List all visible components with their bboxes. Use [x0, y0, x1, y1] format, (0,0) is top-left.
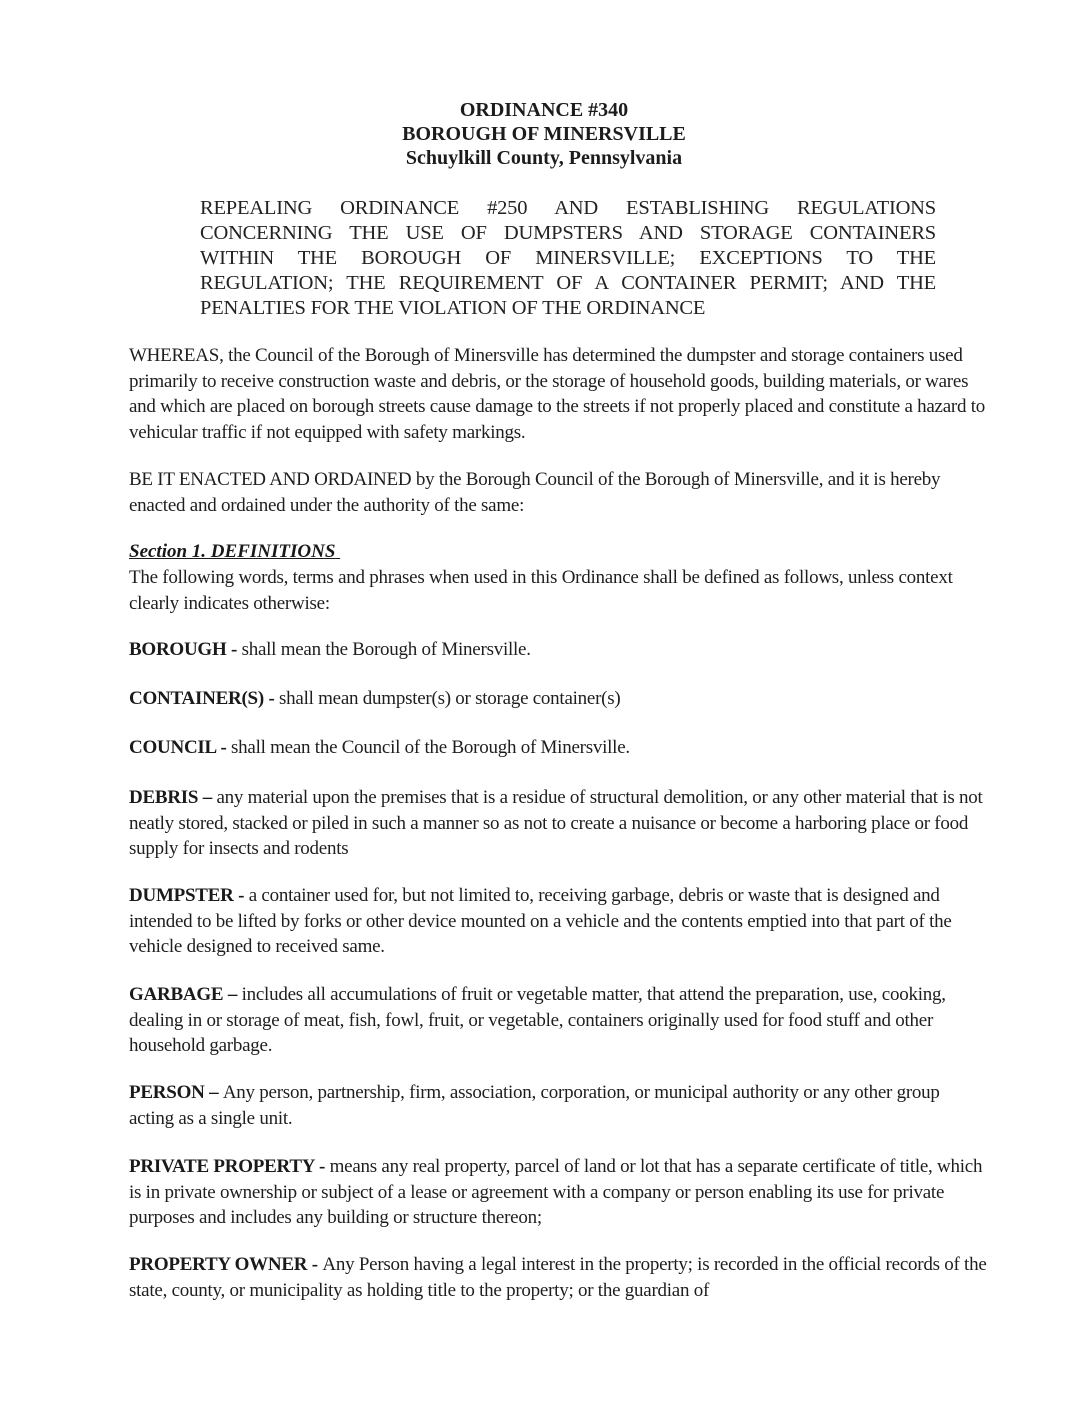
- definition-separator: -: [233, 885, 249, 906]
- definition-debris: [129, 785, 989, 862]
- enacted-paragraph: BE IT ENACTED AND ORDAINED by the Borough Council of the Borough of Minersville, and it is hereby enacted and ordained under the authority of the same:: [129, 469, 941, 516]
- whereas-paragraph: WHEREAS, the Council of the Borough of Minersville has determined the dumpster and storage containers used primarily to receive construction waste and debris, or the storage of household goods, building materials, or wares and which are placed on borough streets cause damage to the streets if not properly placed and constitute a hazard to vehicular traffic if not equipped with safety markings.: [129, 345, 986, 443]
- definition-separator: -: [307, 1254, 323, 1275]
- definition-term: COUNCIL: [129, 737, 216, 758]
- definition-text: Any Person having a legal interest in the property; is recorded in the official records of the state, county, or municipality as holding title to the property; or the guardian of: [129, 1254, 987, 1301]
- definition-text: shall mean the Borough of Minersville.: [241, 639, 531, 660]
- definition-text: a container used for, but not limited to, receiving garbage, debris or waste that is designed and intended to be lifted by forks or other device mounted on a vehicle and the contents emptied into that part of the vehicle designed to received same.: [129, 885, 952, 957]
- definition-term: DUMPSTER: [129, 885, 234, 906]
- definition-separator: –: [204, 1082, 223, 1103]
- definition-council: [129, 735, 989, 761]
- definition-term: GARBAGE: [129, 984, 224, 1005]
- definition-text: means any real property, parcel of land or lot that has a separate certificate of title, which is in private ownership or subject of a lease or agreement with a company or person enabling its use for private purposes and includes any building or structure thereon;: [129, 1156, 983, 1228]
- definition-text: shall mean the Council of the Borough of Minersville.: [231, 737, 630, 758]
- definition-private-property: [129, 1154, 989, 1231]
- section-1-intro: The following words, terms and phrases when used in this Ordinance shall be defined as follows, unless context clearly indicates otherwise:: [129, 567, 953, 614]
- municipality-name: BOROUGH OF MINERSVILLE: [402, 123, 686, 145]
- county-name: Schuylkill County, Pennsylvania: [405, 147, 683, 169]
- definition-separator: -: [263, 688, 280, 709]
- definition-term: PROPERTY OWNER: [129, 1254, 308, 1275]
- definition-person: [129, 1080, 989, 1131]
- definition-containers: [129, 686, 989, 712]
- definition-text: any material upon the premises that is a residue of structural demolition, or any other material that is not neatly stored, stacked or piled in such a manner so as not to create a nuisance or become a harboring place or food supply for insects and rodents: [129, 787, 983, 859]
- definition-separator: –: [223, 984, 242, 1005]
- definition-borough: [129, 637, 989, 663]
- definition-text: includes all accumulations of fruit or vegetable matter, that attend the preparation, use, cooking, dealing in or storage of meat, fish, fowl, fruit, or vegetable, containers originally used for food stuff and other household garbage.: [129, 984, 946, 1056]
- definition-separator: -: [226, 639, 242, 660]
- preamble-line: PENALTIES FOR THE VIOLATION OF THE ORDINANCE: [200, 297, 706, 319]
- definition-property-owner: [129, 1252, 989, 1303]
- definition-term: PERSON: [129, 1082, 205, 1103]
- definition-term: CONTAINER(S): [129, 688, 264, 709]
- definition-separator: -: [314, 1156, 330, 1177]
- preamble-line: REPEALING ORDINANCE #250 AND ESTABLISHING REGULATIONS: [200, 197, 936, 219]
- section-1-heading: [129, 540, 340, 564]
- definition-text: Any person, partnership, firm, association, corporation, or municipal authority or any other group acting as a single unit.: [129, 1082, 940, 1129]
- preamble-line: CONCERNING THE USE OF DUMPSTERS AND STORAGE CONTAINERS: [200, 222, 936, 244]
- definition-separator: –: [198, 787, 217, 808]
- definition-garbage: [129, 982, 989, 1059]
- preamble-line: REGULATION; THE REQUIREMENT OF A CONTAINER PERMIT; AND THE: [200, 272, 936, 294]
- ordinance-title: ORDINANCE #340: [459, 99, 629, 121]
- definition-separator: -: [215, 737, 232, 758]
- preamble-line: WITHIN THE BOROUGH OF MINERSVILLE; EXCEPTIONS TO THE: [200, 247, 936, 269]
- definition-term: PRIVATE PROPERTY: [129, 1156, 315, 1177]
- section-heading-text: Section 1. DEFINITIONS: [129, 541, 336, 562]
- definition-text: shall mean dumpster(s) or storage container(s): [279, 688, 621, 709]
- document-header: [0, 98, 1088, 170]
- definition-dumpster: [129, 883, 989, 960]
- ordinance-preamble: [200, 196, 936, 321]
- definition-term: DEBRIS: [129, 787, 199, 808]
- definition-term: BOROUGH: [129, 639, 227, 660]
